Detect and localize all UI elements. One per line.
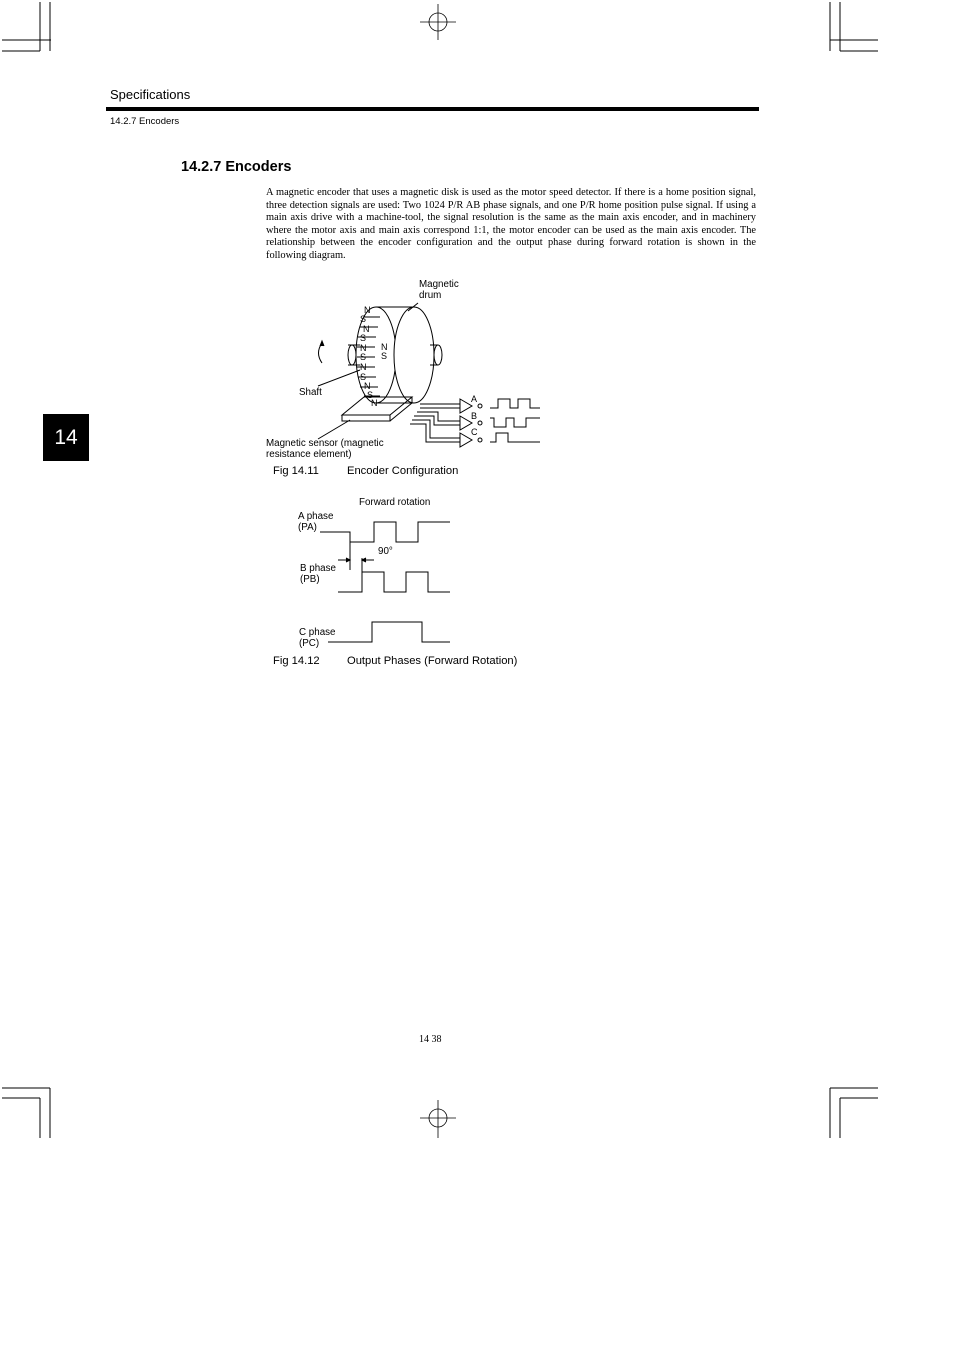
page-number: 14 38	[419, 1034, 442, 1045]
pole-label: S	[360, 333, 367, 343]
magnetic-sensor-label: Magnetic sensor (magnetic resistance element)	[266, 438, 384, 460]
figure-14-11-caption: Encoder Configuration	[347, 465, 459, 477]
chapter-tab: 14	[43, 414, 89, 461]
b-phase-label: B phase (PB)	[300, 563, 336, 585]
channel-b-label: B	[471, 411, 478, 421]
header-rule	[106, 107, 759, 111]
pole-label: S	[360, 372, 367, 382]
pole-label: N	[360, 343, 367, 353]
registration-mark-bottom	[420, 1100, 456, 1138]
registration-mark-top	[420, 4, 456, 40]
section-body: A magnetic encoder that uses a magnetic disk is used as the motor speed detector. If there is a home position signal, three detection signals are used: Two 1024 P/R AB phase signals, and one P/R home position pulse signal. If using a main axis drive with a machine-tool, the signal resolution is the same as the main axis encoder, and in machinery where the motor axis and main axis correspond 1:1, the motor encoder can be used as the main axis encoder. The relationship between the encoder configuration and the output phase during forward rotation is shown in the following diagram.	[266, 187, 756, 261]
a-phase-label: A phase (PA)	[298, 511, 334, 533]
header-title: Specifications	[110, 87, 191, 102]
forward-rotation-label: Forward rotation	[359, 497, 431, 508]
b-phase-waveform	[338, 572, 450, 592]
pole-label: S	[367, 390, 374, 400]
magnetic-drum-label: Magnetic drum	[419, 279, 459, 301]
pole-label: N	[364, 305, 371, 315]
channel-a-label: A	[471, 394, 478, 404]
a-phase-waveform	[320, 522, 450, 542]
figure-14-11-caption-number: Fig 14.11	[273, 465, 322, 477]
figure-14-12-caption-number: Fig 14.12	[273, 655, 323, 667]
pole-label: S	[360, 352, 367, 362]
pole-label: N	[371, 398, 378, 408]
pole-label: N	[360, 362, 367, 372]
phase-angle-label: 90°	[378, 546, 393, 557]
encoder-configuration-diagram	[260, 275, 560, 460]
c-phase-waveform	[328, 622, 450, 642]
pole-label: S	[360, 314, 367, 324]
shaft-label: Shaft	[299, 387, 322, 398]
pole-label: N	[363, 324, 370, 334]
face-pole-label: N	[381, 342, 388, 352]
c-phase-label: C phase (PC)	[299, 627, 336, 649]
face-pole-label: S	[381, 351, 388, 361]
figure-14-12-caption: Output Phases (Forward Rotation)	[347, 655, 518, 667]
output-phases-waveforms	[300, 510, 460, 650]
channel-c-label: C	[471, 427, 478, 437]
section-title: 14.2.7 Encoders	[181, 159, 292, 175]
pole-label: N	[364, 381, 371, 391]
header-subsection: 14.2.7 Encoders	[110, 116, 180, 127]
